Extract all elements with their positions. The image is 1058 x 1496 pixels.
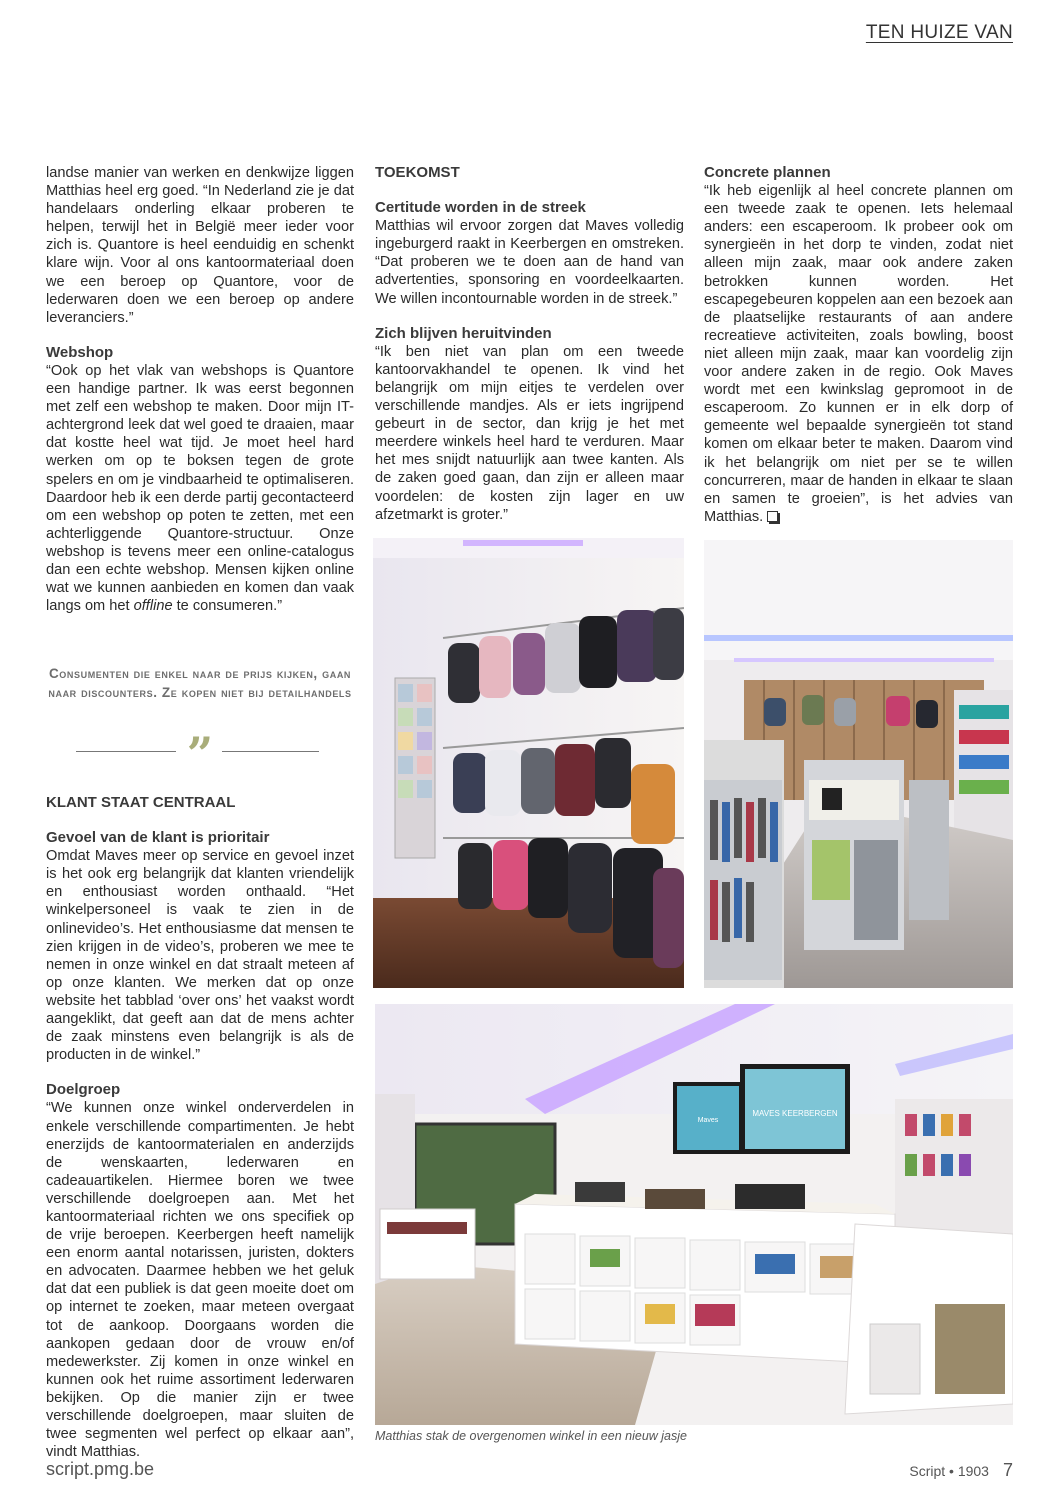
article-column-3 [704, 164, 1013, 526]
webshop-heading: Webshop [46, 343, 114, 361]
plannen-paragraph [704, 182, 1013, 526]
klant-subheading: Gevoel van de klant is prioritair [46, 829, 270, 847]
klant-paragraph: Omdat Maves meer op service en gevoel inzet is het ook erg belangrijk dat klanten vriendelijk en enthousiast worden onthaald. “Het winkelpersoneel is vaak te zien in de onlinevideo’s. Het enthousiasme dat mensen te zien krijgen in de video’s, proberen we mee te nemen in onze winkel en dat straalt meteen af op onze klanten. We merken dat op onze website het tabblad ‘over ons’ het vaakst wordt aangeklikt, dat geeft aan dat de mens achter de zaak minstens even belangrijk is als de producten in de winkel.” [46, 848, 354, 1064]
page-number: 7 [1002, 1460, 1013, 1480]
footer-website: script.pmg.be [46, 1459, 155, 1479]
footer-issue [909, 1460, 1013, 1481]
klant-heading: KLANT STAAT CENTRAAL [46, 794, 236, 811]
photo-backpacks [373, 538, 684, 988]
quote-mark-icon: ” [186, 727, 214, 781]
doelgroep-heading: Doelgroep [46, 1081, 121, 1099]
certitude-heading: Certitude worden in de streek [375, 199, 586, 217]
photo-counter-illustration [375, 1004, 1013, 1425]
plannen-text: “Ik heb eigenlijk al heel concrete plannen om een tweede zaak te openen. Iets helemaal anders: een escaperoom. Ik probeer ook om synergieën in het dorp te vinden, zodat niet alleen mijn zaak, maar ook andere zaken betrokken kunnen worden. Het escapegebeuren koppelen aan een bezoek aan de plaatselijke restaurants of aan andere recreatieve activiteiten, zoals bowling, boost niet alleen mijn zaak, maar kan voordelig zijn voor andere zaken in de regio. Ook Maves wordt met een kwinkslag gepromoot in de escaperoom. Zo kunnen er in elk dorp of gemeente wel bepaalde synergieën tot stand komen om elkaar beter te maken. Daarom vind ik het belangrijk om niet per se te willen concurreren, maar de handen in elkaar te slaan en samen te groeien”, is het advies van Matthias. [704, 183, 1013, 525]
heruitvinden-heading: Zich blijven heruitvinden [375, 324, 552, 342]
webshop-text-a: “Ook op het vlak van webshops is Quantore een handige partner. Ik was eerst begonnen met zelf een webshop te maken. Door mijn IT-achtergrond leek dat wel goed te draaien, maar dat kostte heel wat tijd. Je moet heel hard werken om op te boksen tegen de grote spelers en om je vindbaarheid te optimaliseren. Daardoor heb ik een derde partij gecontacteerd om een webshop op poten te zetten, met een achterliggende Quantore-structuur. Onze webshop is tevens meer een online-catalogus dan een echte webshop. Mensen kijken online wat we kunnen aanbieden en komen dan vaak langs om het [46, 362, 354, 615]
pull-quote: Consumenten die enkel naar de prijs kijken, gaan naar discounters. Ze kopen niet bij detailhandels [48, 666, 352, 700]
doelgroep-paragraph: “We kunnen onze winkel onderverdelen in enkele verschillende compartimenten. Je hebt enerzijds de kantoormaterialen en anderzijds de wenskaarten, lederwaren en cadeauartikelen. Hiermee boren we twee verschillende doelgroepen aan. Met het kantoormateriaal richten we ons specifiek op de vrije beroepen. Keerbergen heeft namelijk een enorm aantal notarissen, juristen, dokters en advocaten. Daarmee hebben we het geluk dat dat een publiek is dat geen moeite doet om op internet te zoeken, maar meteen overgaat tot de aankoop. Doorgaans worden die aankopen gedaan door de vrouw en/of medewerkster. Zij komen in onze winkel en kunnen ook het ruime assortiment lederwaren bekijken. Op die manier zijn er twee verschillende doelgroepen, maar sluiten de twee segmenten wel perfect op elkaar aan”, vindt Matthias. [46, 1100, 354, 1461]
end-mark-icon [767, 511, 778, 522]
quote-rule-right [222, 751, 319, 752]
photo-store-aisle [704, 540, 1013, 988]
screen-left-text: Maves [697, 1117, 719, 1124]
photo-counter [375, 1004, 1013, 1425]
screen-right-text: MAVES KEERBERGEN [752, 1109, 838, 1118]
photo-backpacks-illustration [373, 538, 684, 988]
webshop-text-b: te consumeren.” [172, 598, 283, 615]
webshop-paragraph [46, 362, 354, 615]
photo-caption: Matthias stak de overgenomen winkel in een nieuw jasje [375, 1429, 687, 1443]
issue-label: Script • 1903 [909, 1463, 989, 1479]
plannen-heading: Concrete plannen [704, 164, 831, 181]
toekomst-heading: TOEKOMST [375, 164, 460, 181]
heruitvinden-paragraph: “Ik ben niet van plan om een tweede kantoorvakhandel te openen. Ik vind het belangrijk om mijn eitjes te verdelen over verschillende mandjes. Als er iets ingrijpend gebeurt in de sector, dan krijg je het met meerdere winkels heel hard te verduren. Maar het mes snijdt natuurlijk aan twee kanten. Als de zaken goed gaan, dan zijn er alleen maar voordelen: de kosten zijn lager en uw afzetmarkt is groter.” [375, 343, 684, 523]
photo-store-aisle-illustration [704, 540, 1013, 988]
certitude-paragraph: Matthias wil ervoor zorgen dat Maves volledig ingeburgerd raakt in Keerbergen en omstreken. “Dat proberen we te doen aan de hand van advertenties, sponsoring en voordeelkaarten. We willen incontournable worden in de streek.” [375, 218, 684, 307]
quote-rule-left [76, 751, 176, 752]
article-column-1-lower [46, 794, 354, 1461]
intro-paragraph: landse manier van werken en denkwijze liggen Matthias heel erg goed. “In Nederland zie je dat handelaars onderling elkaar proberen te helpen, terwijl het in België meer ieder voor zich is. Quantore is heel eenduidig en schenkt klare wijn. Voor al ons kantoormateriaal doen we een beroep op Quantore, voor de lederwaren doen we een beroep op andere leveranciers.” [46, 165, 354, 326]
webshop-text-emphasis: offline [133, 598, 173, 615]
article-column-1 [46, 164, 354, 615]
article-column-2 [375, 164, 684, 524]
section-tag: TEN HUIZE VAN [865, 22, 1013, 43]
